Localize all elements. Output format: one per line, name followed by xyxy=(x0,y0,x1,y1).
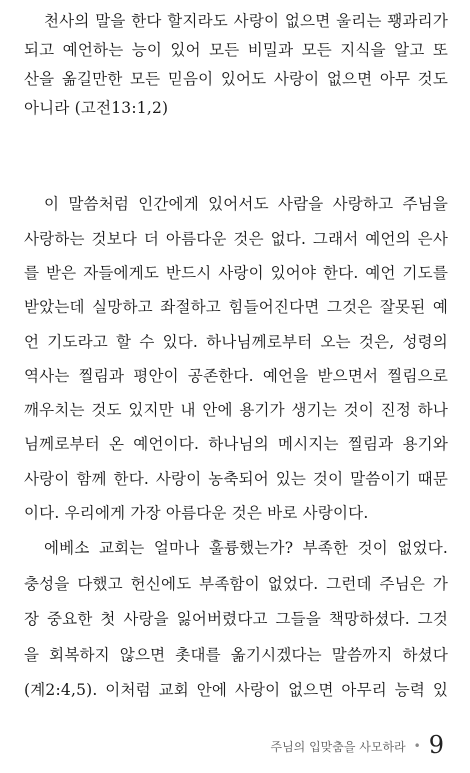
running-title: 주님의 입맞춤을 사모하라 xyxy=(270,739,406,754)
paragraph-line: 을 회복하지 않으면 촛대를 옮기시겠다는 말씀까지 하셨다 xyxy=(24,646,448,664)
paragraph-line: 를 받은 자들에게도 반드시 사랑이 있어야 한다. 예언 기도를 xyxy=(24,264,448,282)
paragraph-line: 님께로부터 온 예언이다. 하나님의 메시지는 찔림과 용기와 xyxy=(24,435,448,453)
page-number: 9 xyxy=(428,731,444,759)
paragraph-line: 충성을 다했고 헌신에도 부족함이 없었다. 그런데 주님은 가 xyxy=(24,575,448,593)
paragraph-line: 장 중요한 첫 사랑을 잃어버렸다고 그들을 책망하셨다. 그것 xyxy=(24,610,448,628)
paragraph-line: 사랑이 함께 한다. 사랑이 농축되어 있는 것이 말씀이기 때문 xyxy=(24,470,448,488)
paragraph-line: 받았는데 실망하고 좌절하고 힘들어진다면 그것은 잘못된 예 xyxy=(24,298,448,316)
paragraph xyxy=(24,191,448,522)
paragraph-line: 역사는 찔림과 평안이 공존한다. 예언을 받으면서 찔림으로 xyxy=(24,367,448,385)
paragraph-line: 언 기도라고 할 수 있다. 하나님께로부터 오는 것은, 성령의 xyxy=(24,333,448,351)
quote-line: 산을 옮길만한 모든 믿음이 있어도 사랑이 없으면 아무 것도 xyxy=(24,70,448,88)
paragraph-line: 사랑하는 것보다 더 아름다운 것은 없다. 그래서 예언의 은사 xyxy=(24,230,448,248)
separator-bullet: • xyxy=(413,739,421,753)
paragraph-line: 이 말씀처럼 인간에게 있어서도 사람을 사랑하고 주님을 xyxy=(44,195,448,213)
quote-line: 천사의 말을 한다 할지라도 사랑이 없으면 울리는 꽹과리가 xyxy=(44,12,448,30)
paragraph-line: 이다. 우리에게 가장 아름다운 것은 바로 사랑이다. xyxy=(24,504,369,522)
scripture-quote xyxy=(24,8,448,128)
paragraph-line: (계2:4,5). 이처럼 교회 안에 사랑이 없으면 아무리 능력 있 xyxy=(24,681,448,699)
quote-line: 아니라 (고전13:1,2) xyxy=(24,99,169,117)
quote-line: 되고 예언하는 능이 있어 모든 비밀과 모든 지식을 알고 또 xyxy=(24,41,448,59)
paragraph xyxy=(24,535,448,720)
page-footer xyxy=(270,732,444,760)
paragraph-line: 깨우치는 것도 있지만 내 안에 용기가 생기는 것이 진정 하나 xyxy=(24,401,448,419)
paragraph-line: 에베소 교회는 얼마나 훌륭했는가? 부족한 것이 없었다. xyxy=(44,539,448,557)
